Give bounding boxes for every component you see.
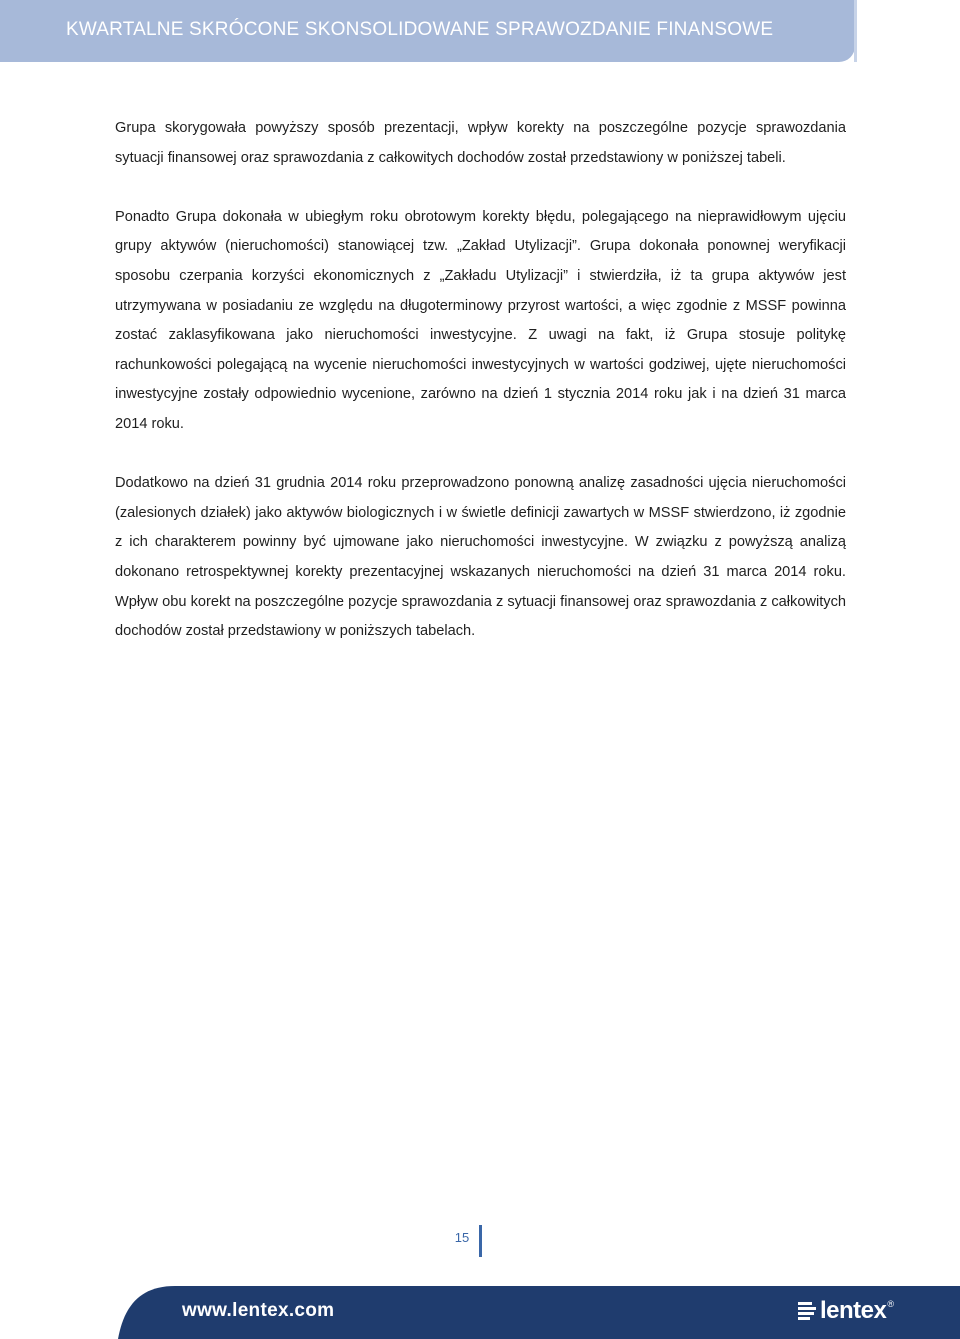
page-number: 15 — [454, 1230, 470, 1245]
logo-mark-icon — [798, 1300, 816, 1322]
paragraph-2: Ponadto Grupa dokonała w ubiegłym roku obrotowym korekty błędu, polegającego na nieprawidłowym ujęciu grupy aktywów (nieruchomości) stanowiącej tzw. „Zakład Utylizacji”. Grupa dokonała ponownej weryfikacji sposobu czerpania korzyści ekonomicznych z „Zakładu Utylizacji” i stwierdziła, iż ta grupa aktywów jest utrzymywana w posiadaniu ze względu na długoterminowy przyrost wartości, a więc zgodnie z MSSF powinna zostać zaklasyfikowana jako nieruchomości inwestycyjne. Z uwagi na fakt, iż Grupa stosuje politykę rachunkowości polegającą na wycenie nieruchomości inwestycyjnych w wartości godziwej, ujęte nieruchomości inwestycyjne zostały odpowiednio wycenione, zarówno na dzień 1 stycznia 2014 roku jak i na dzień 31 marca 2014 roku. — [115, 208, 846, 432]
lentex-logo — [798, 1297, 894, 1325]
document-title: KWARTALNE SKRÓCONE SKONSOLIDOWANE SPRAWOZDANIE FINANSOWE — [66, 19, 774, 40]
header-band — [0, 0, 855, 62]
paragraph-3: Dodatkowo na dzień 31 grudnia 2014 roku przeprowadzono ponowną analizę zasadności ujęcia nieruchomości (zalesionych działek) jako aktywów biologicznych i w świetle definicji zawartych w MSSF stwierdzono, iż zgodnie z ich charakterem powinny być ujmowane jako nieruchomości inwestycyjne. W związku z powyższą analizą dokonano retrospektywnej korekty prezentacyjnej wskazanych nieruchomości na dzień 31 marca 2014 roku. Wpływ obu korekt na poszczególne pozycje sprawozdania z sytuacji finansowej oraz sprawozdania z całkowitych dochodów został przedstawiony w poniższych tabelach. — [115, 475, 846, 640]
registered-mark: ® — [887, 1299, 895, 1309]
page-number-bar — [479, 1225, 482, 1257]
document-body — [115, 114, 846, 647]
logo-text: lentex — [820, 1297, 887, 1324]
footer-url-link[interactable]: www.lentex.com — [182, 1300, 335, 1321]
paragraph-1: Grupa skorygowała powyższy sposób prezentacji, wpływ korekty na poszczególne pozycje sprawozdania sytuacji finansowej oraz sprawozdania z całkowitych dochodów został przedstawiony w poniższej tabeli. — [115, 120, 846, 166]
